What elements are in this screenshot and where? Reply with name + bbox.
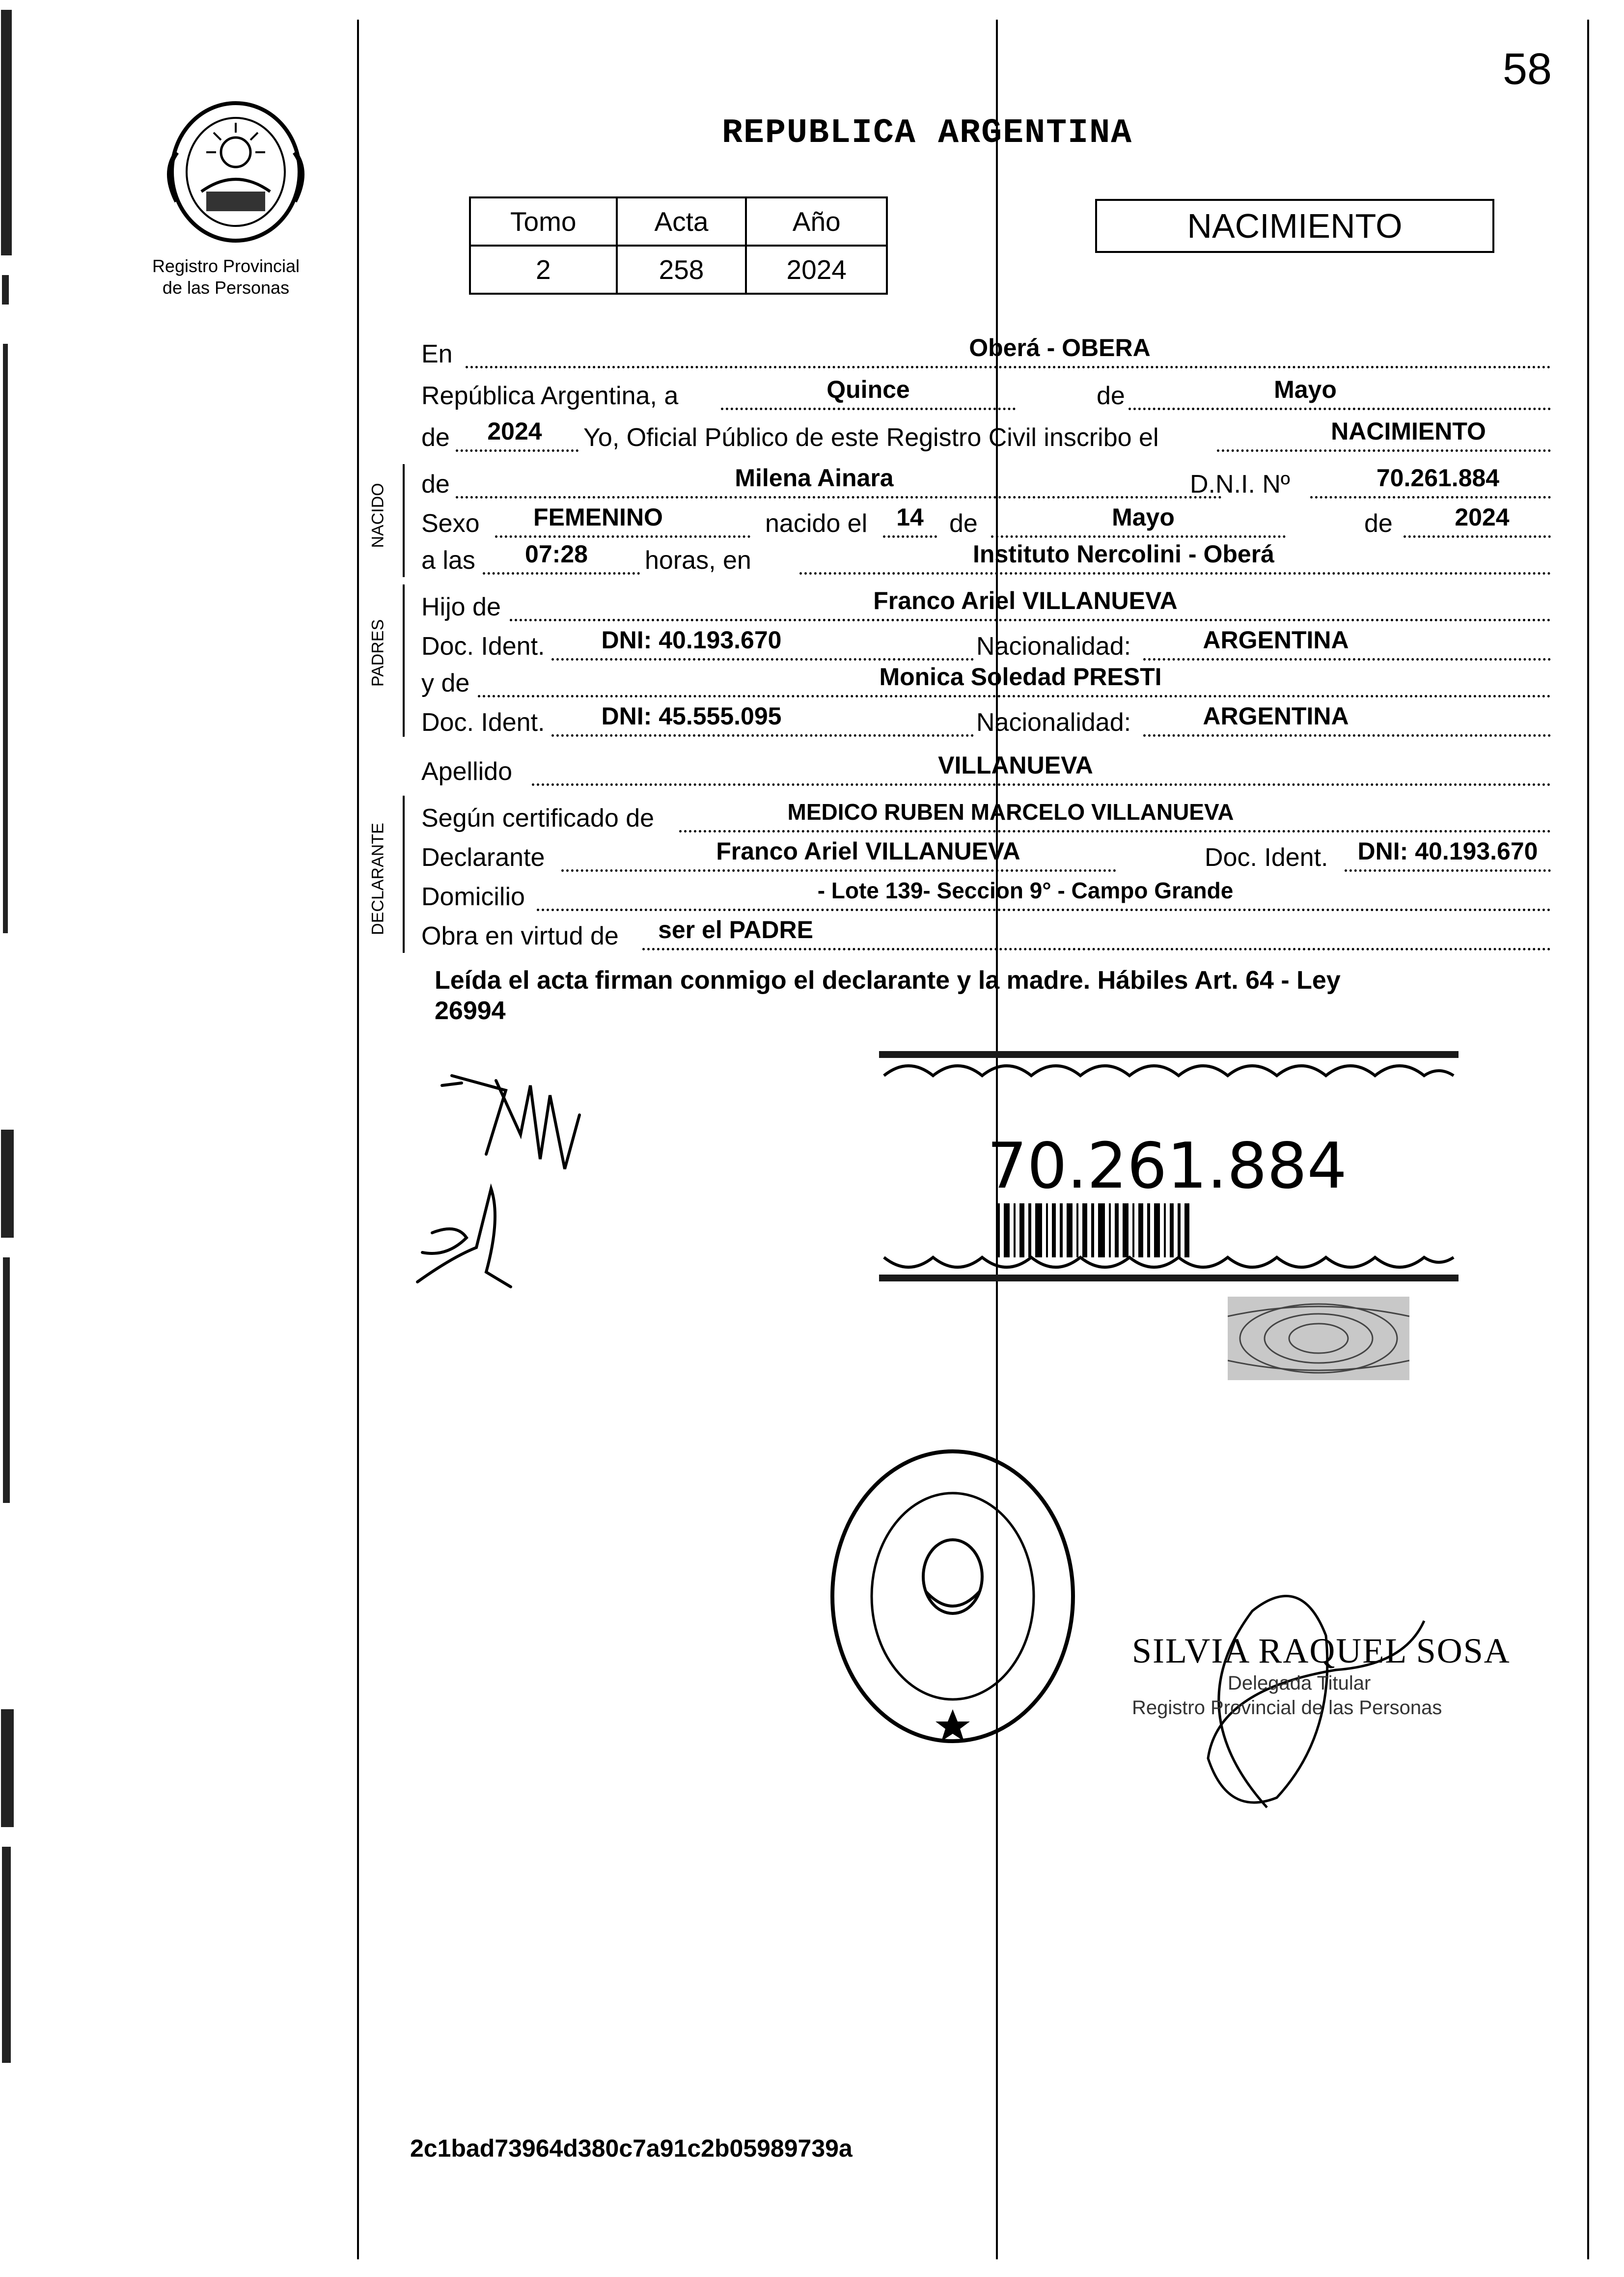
value-birth-time: 07:28 (525, 540, 588, 568)
form-row-obra (421, 918, 1551, 953)
label-en: En (421, 340, 453, 368)
section-label-nacido: NACIDO (368, 483, 387, 548)
value-birth-day: 14 (896, 503, 924, 531)
label-nacionalidad: Nacionalidad: (976, 708, 1131, 737)
form-row-father (421, 589, 1551, 624)
value-birth-year: 2024 (1455, 503, 1510, 531)
value-mother-nationality: ARGENTINA (1203, 702, 1349, 730)
label-nacionalidad: Nacionalidad: (976, 632, 1131, 661)
dotted-line (551, 734, 974, 737)
record-number-table (469, 196, 888, 295)
section-bar-padres (403, 584, 405, 737)
value-mother-name: Monica Soledad PRESTI (879, 663, 1162, 691)
read-note (435, 965, 1564, 1026)
label-de: de (421, 423, 450, 452)
official-office: Registro Provincial de las Personas (1132, 1697, 1442, 1719)
right-margin-line (1587, 20, 1589, 2259)
label-sexo: Sexo (421, 509, 480, 538)
label-doc-ident: Doc. Ident. (421, 632, 545, 661)
record-type-box: NACIMIENTO (1095, 199, 1494, 253)
registry-label-line2: de las Personas (162, 278, 290, 298)
form-row-place (421, 336, 1551, 371)
mother-signature (413, 1179, 521, 1302)
declarant-signature (432, 1056, 594, 1184)
form-row-mother-doc (421, 702, 1551, 739)
dotted-line (1404, 535, 1551, 538)
label-nacido-el: nacido el (765, 509, 868, 538)
dotted-line (1310, 496, 1551, 499)
value-sex: FEMENINO (533, 503, 663, 531)
value-child-name: Milena Ainara (735, 464, 894, 492)
label-apellido: Apellido (421, 757, 513, 786)
form-row-child-name (421, 464, 1551, 501)
label-doc-ident: Doc. Ident. (421, 708, 545, 737)
form-row-time-place (421, 540, 1551, 577)
official-name: SILVIA RAQUEL SOSA (1132, 1631, 1511, 1670)
dotted-line (551, 658, 974, 661)
value-obra-reason: ser el PADRE (658, 916, 813, 944)
form-row-sex-birth (421, 503, 1551, 540)
label-republica: República Argentina, a (421, 382, 679, 410)
dotted-line (537, 909, 1551, 911)
dotted-line (510, 619, 1551, 621)
scan-edge-artifact (0, 0, 17, 2277)
value-month: Mayo (1274, 376, 1337, 403)
label-doc-ident: Doc. Ident. (1205, 843, 1328, 872)
value-child-dni: 70.261.884 (1376, 464, 1500, 492)
label-dni: D.N.I. Nº (1190, 470, 1290, 499)
value-inscription-type: NACIMIENTO (1331, 417, 1486, 445)
section-bar-nacido (403, 464, 405, 577)
form-row-certificate (421, 801, 1551, 835)
value-mother-doc: DNI: 45.555.095 (601, 702, 782, 730)
table-value-tomo: 2 (470, 246, 617, 294)
dotted-line (679, 830, 1551, 833)
form-row-father-doc (421, 626, 1551, 663)
value-year: 2024 (487, 417, 542, 445)
label-de: de (1097, 382, 1125, 410)
label-oficial: Yo, Oficial Público de este Registro Civil inscribo el (583, 423, 1159, 452)
label-y-de: y de (421, 669, 470, 697)
value-birth-place: Instituto Nercolini - Oberá (973, 540, 1274, 568)
form-row-declarant (421, 837, 1551, 874)
value-surname: VILLANUEVA (938, 751, 1093, 779)
read-note-line2: 26994 (435, 997, 506, 1025)
table-header-ano: Año (746, 197, 887, 246)
security-hologram (1228, 1297, 1409, 1380)
table-value-ano: 2024 (746, 246, 887, 294)
dotted-line (721, 408, 1016, 410)
page-number: 58 (1503, 45, 1552, 94)
value-father-doc: DNI: 40.193.670 (601, 626, 782, 654)
value-address: - Lote 139- Seccion 9° - Campo Grande (817, 878, 1234, 903)
label-de: de (421, 470, 450, 499)
section-bar-declarante (403, 796, 405, 953)
dotted-line (456, 449, 578, 452)
registry-round-stamp (825, 1444, 1080, 1749)
registry-label-line1: Registro Provincial (152, 256, 300, 276)
value-place: Oberá - OBERA (969, 334, 1151, 361)
dotted-line (799, 572, 1551, 575)
form-row-address (421, 879, 1551, 914)
label-certificado: Según certificado de (421, 804, 655, 833)
dotted-line (478, 695, 1551, 697)
dotted-line (532, 783, 1551, 786)
dotted-line (456, 496, 1222, 499)
form-row-mother (421, 663, 1551, 700)
dotted-line (883, 535, 937, 538)
dotted-line (483, 572, 640, 575)
label-de: de (1364, 509, 1393, 538)
value-certificate-by: MEDICO RUBEN MARCELO VILLANUEVA (787, 799, 1234, 825)
dni-sticker-number: 70.261.884 (987, 1130, 1347, 1203)
registry-label (128, 255, 324, 299)
document-hash: 2c1bad73964d380c7a91c2b05989739a (410, 2135, 853, 2162)
value-father-nationality: ARGENTINA (1203, 626, 1349, 654)
dotted-line (466, 366, 1551, 368)
dotted-line (642, 948, 1551, 950)
dotted-line (495, 535, 750, 538)
section-label-declarante: DECLARANTE (368, 823, 387, 935)
dotted-line (1217, 449, 1551, 452)
value-declarant-name: Franco Ariel VILLANUEVA (716, 837, 1020, 865)
label-de: de (949, 509, 978, 538)
dotted-line (1143, 734, 1551, 737)
label-a-las: a las (421, 546, 475, 575)
dotted-line (1345, 869, 1551, 872)
dotted-line (991, 535, 1286, 538)
value-day-words: Quince (826, 376, 910, 403)
margin-line (357, 20, 359, 2259)
form-row-inscription (421, 417, 1551, 454)
table-value-acta: 258 (617, 246, 746, 294)
table-header-acta: Acta (617, 197, 746, 246)
value-father-name: Franco Ariel VILLANUEVA (873, 587, 1178, 614)
dotted-line (1129, 408, 1551, 410)
label-obra: Obra en virtud de (421, 922, 619, 950)
label-declarante: Declarante (421, 843, 545, 872)
value-birth-month: Mayo (1112, 503, 1175, 531)
value-declarant-doc: DNI: 40.193.670 (1357, 837, 1538, 865)
form-row-date (421, 378, 1551, 413)
table-header-tomo: Tomo (470, 197, 617, 246)
dotted-line (561, 869, 1116, 872)
form-row-surname (421, 751, 1551, 788)
provincial-seal-logo (147, 93, 324, 250)
section-label-padres: PADRES (368, 619, 387, 687)
label-domicilio: Domicilio (421, 883, 525, 911)
label-hijo-de: Hijo de (421, 593, 501, 621)
document-title: REPUBLICA ARGENTINA (722, 114, 1133, 153)
label-horas-en: horas, en (645, 546, 751, 575)
read-note-line1: Leída el acta firman conmigo el declarante y la madre. Hábiles Art. 64 - Ley (435, 966, 1341, 995)
dotted-line (1143, 658, 1551, 661)
official-role: Delegada Titular (1228, 1672, 1371, 1694)
